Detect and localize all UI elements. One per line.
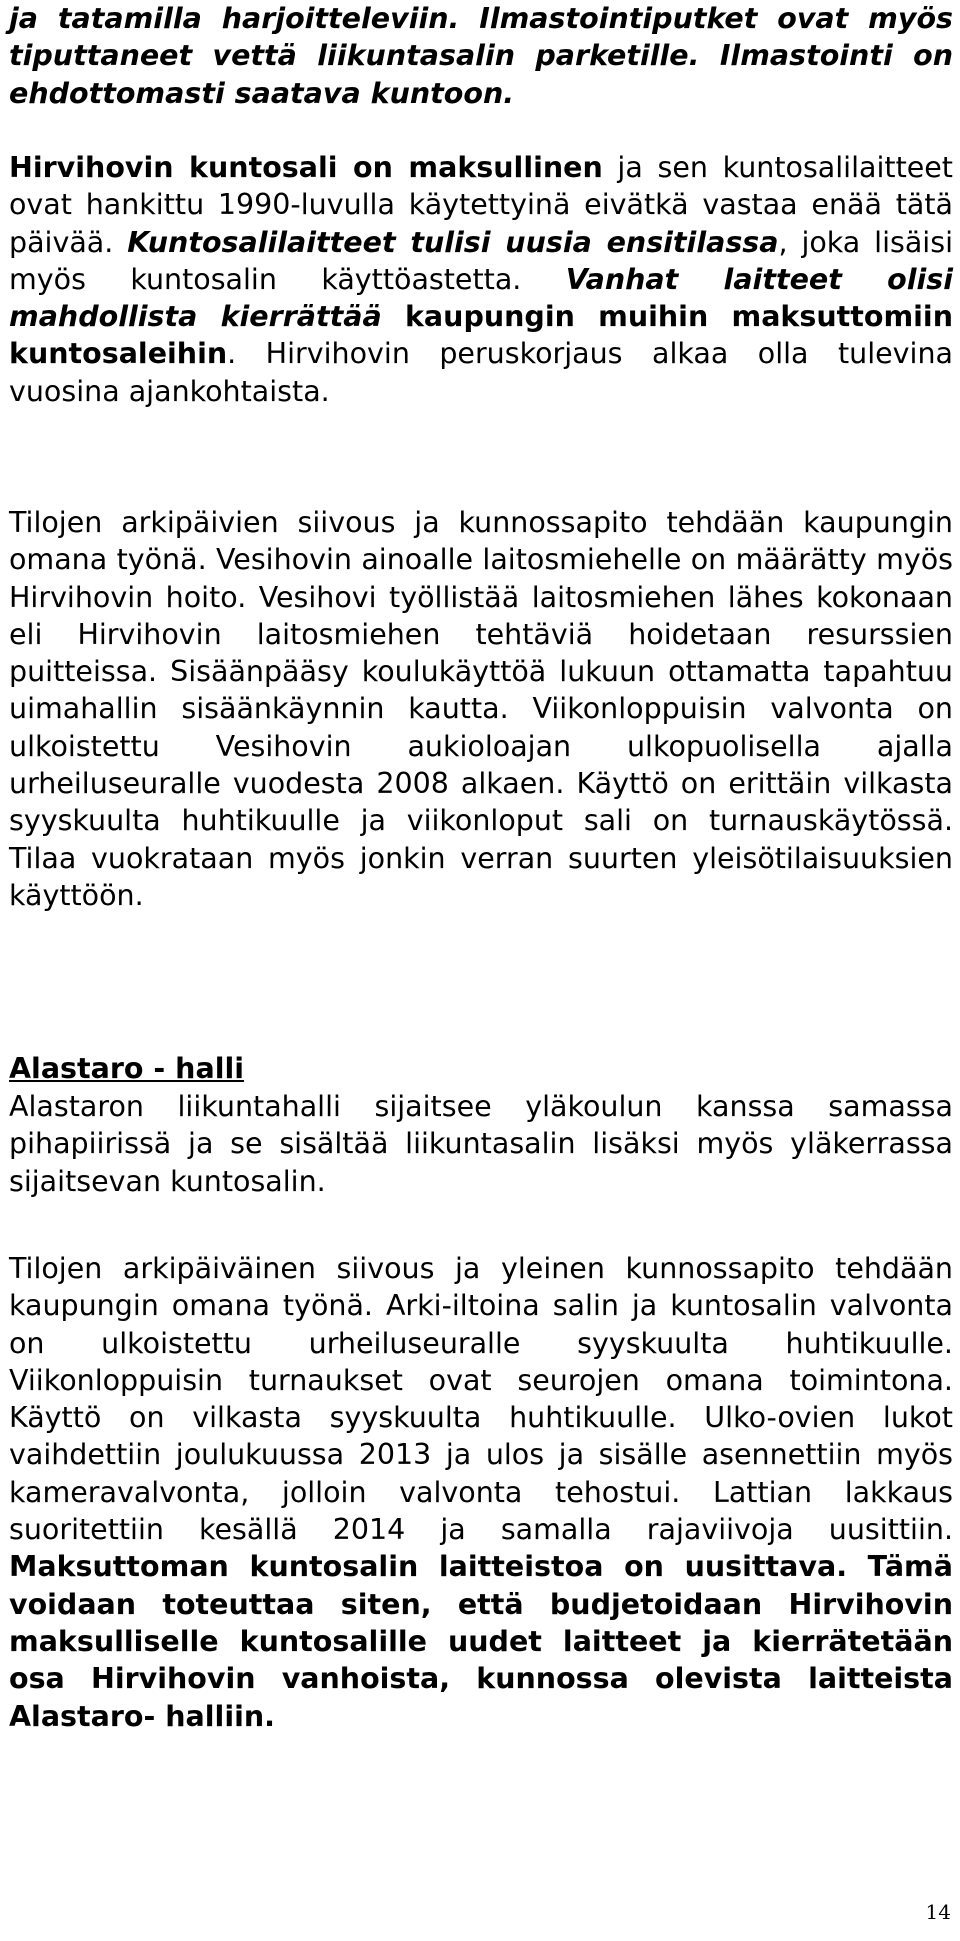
gym-recycle-emphasis: Vanhat laitteet olisi mahdollista kierrättää xyxy=(9,262,953,334)
gym-renovation-text: . Hirvihovin peruskorjaus alkaa olla tulevina vuosina ajankohtaista. xyxy=(9,337,953,408)
ventilation-text: ja tatamilla harjoitteleviin. Ilmastointiputket ovat myös tiputtaneet vettä liikuntasalin parketille. Ilmastointi on ehdottomasti saatava kuntoon. xyxy=(9,2,953,110)
gym-usage-text: , joka lisäisi myös kuntosalin käyttöastetta. xyxy=(9,225,953,296)
alastaro-location-text: Alastaron liikuntahalli sijaitsee yläkoulun kanssa samassa pihapiirissä ja se sisältää liikuntasalin lisäksi myös yläkerrassa sijaitsevan kuntosalin. xyxy=(9,1090,953,1198)
paragraph-alastaro-maintenance xyxy=(9,1250,953,1735)
alastaro-equipment-emphasis: Maksuttoman kuntosalin laitteistoa on uusittava. Tämä voidaan toteuttaa siten, että budjetoidaan Hirvihovin maksulliselle kuntosalille uudet laitteet ja kierrätetään osa Hirvihovin vanhoista, kunnossa olevista laitteista Alastaro- halliin. xyxy=(9,1550,953,1733)
paragraph-ventilation xyxy=(9,0,953,112)
paragraph-alastaro-location xyxy=(9,1088,953,1200)
maintenance-text: Tilojen arkipäivien siivous ja kunnossapito tehdään kaupungin omana työnä. Vesihovin ainoalle laitosmiehelle on määrätty myös Hirvihovin hoito. Vesihovi työllistää laitosmiehen lähes kokonaan eli Hirvihovin laitosmiehen tehtäviä hoidetaan resurssien puitteissa. Sisäänpääsy koulukäyttöä lukuun ottamatta tapahtuu uimahallin sisäänkäynnin kautta. Viikonloppuisin valvonta on ulkoistettu Vesihovin aukioloajan ulkopuolisella ajalla urheiluseuralle vuodesta 2008 alkaen. Käyttö on erittäin vilkasta syyskuulta huhtikuulle ja viikonloput sali on turnauskäytössä. Tilaa vuokrataan myös jonkin verran suurten yleisötilaisuuksien käyttöön. xyxy=(9,506,953,912)
paragraph-maintenance xyxy=(9,504,953,914)
gym-equipment-text: ja sen kuntosalilaitteet ovat hankittu 1990-luvulla käytettyinä eivätkä vastaa enää tätä päivää. xyxy=(9,151,953,259)
page-number: 14 xyxy=(925,1900,951,1924)
paragraph-hirvihovin-gym xyxy=(9,149,953,410)
gym-paid-emphasis: Hirvihovin kuntosali on maksullinen xyxy=(9,151,603,184)
gym-free-gyms-emphasis: kaupungin muihin maksuttomiin kuntosaleihin xyxy=(9,300,953,371)
alastaro-maintenance-text: Tilojen arkipäiväinen siivous ja yleinen kunnossapito tehdään kaupungin omana työnä. Arki-iltoina salin ja kuntosalin valvonta on ulkoistettu urheiluseuralle syyskuulta huhtikuulle. Viikonloppuisin turnaukset ovat seurojen omana toimintona. Käyttö on vilkasta syyskuulta huhtikuulle. Ulko-ovien lukot vaihdettiin joulukuussa 2013 ja ulos ja sisälle asennettiin myös kameravalvonta, jolloin valvonta tehostui. Lattian lakkaus suoritettiin kesällä 2014 ja samalla rajaviivoja uusittiin. xyxy=(9,1252,953,1547)
gym-renewal-emphasis: Kuntosalilaitteet tulisi uusia ensitilassa xyxy=(127,225,779,259)
section-heading-alastaro: Alastaro - halli xyxy=(9,1052,245,1085)
